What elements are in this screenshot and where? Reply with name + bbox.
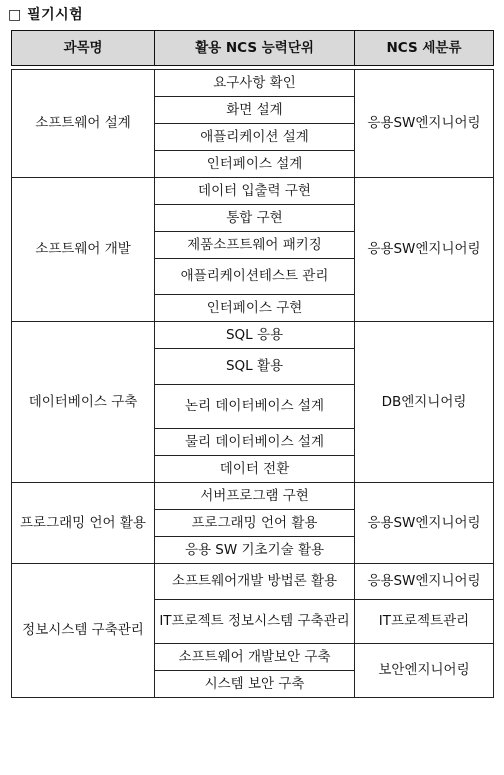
class-cell: IT프로젝트관리 bbox=[355, 600, 494, 644]
unit-cell: 데이터 입출력 구현 bbox=[155, 178, 355, 205]
class-cell: 응용SW엔지니어링 bbox=[355, 178, 494, 322]
unit-cell: 인터페이스 설계 bbox=[155, 151, 355, 178]
table-row bbox=[12, 483, 494, 510]
unit-cell: 소프트웨어 개발보안 구축 bbox=[155, 644, 355, 671]
unit-cell: 시스템 보안 구축 bbox=[155, 671, 355, 698]
subject-cell: 프로그래밍 언어 활용 bbox=[12, 483, 155, 564]
table-row bbox=[12, 564, 494, 600]
unit-cell: 응용 SW 기초기술 활용 bbox=[155, 537, 355, 564]
table-row bbox=[12, 178, 494, 205]
class-cell: DB엔지니어링 bbox=[355, 322, 494, 483]
unit-cell: SQL 응용 bbox=[155, 322, 355, 349]
unit-cell: 프로그래밍 언어 활용 bbox=[155, 510, 355, 537]
unit-cell: 서버프로그램 구현 bbox=[155, 483, 355, 510]
table-row bbox=[12, 322, 494, 349]
class-cell: 응용SW엔지니어링 bbox=[355, 564, 494, 600]
unit-cell: 인터페이스 구현 bbox=[155, 295, 355, 322]
subject-cell: 정보시스템 구축관리 bbox=[12, 564, 155, 698]
unit-cell: 데이터 전환 bbox=[155, 456, 355, 483]
unit-cell: 통합 구현 bbox=[155, 205, 355, 232]
header-row bbox=[12, 31, 494, 66]
table-row bbox=[12, 70, 494, 97]
header-ncs-class: NCS 세분류 bbox=[355, 31, 494, 66]
unit-cell: 요구사항 확인 bbox=[155, 70, 355, 97]
ncs-table bbox=[11, 30, 494, 698]
header-subject: 과목명 bbox=[12, 31, 155, 66]
unit-cell: 논리 데이터베이스 설계 bbox=[155, 385, 355, 429]
header-ncs-unit: 활용 NCS 능력단위 bbox=[155, 31, 355, 66]
unit-cell: IT프로젝트 정보시스템 구축관리 bbox=[155, 600, 355, 644]
subject-cell: 소프트웨어 개발 bbox=[12, 178, 155, 322]
subject-cell: 데이터베이스 구축 bbox=[12, 322, 155, 483]
section-title: □ 필기시험 bbox=[8, 7, 84, 23]
unit-cell: 화면 설계 bbox=[155, 97, 355, 124]
unit-cell: 애플리케이션 설계 bbox=[155, 124, 355, 151]
class-cell: 응용SW엔지니어링 bbox=[355, 483, 494, 564]
class-cell: 응용SW엔지니어링 bbox=[355, 70, 494, 178]
class-cell: 보안엔지니어링 bbox=[355, 644, 494, 698]
unit-cell: 제품소프트웨어 패키징 bbox=[155, 232, 355, 259]
unit-cell: 소프트웨어개발 방법론 활용 bbox=[155, 564, 355, 600]
unit-cell: 애플리케이션테스트 관리 bbox=[155, 259, 355, 295]
unit-cell: 물리 데이터베이스 설계 bbox=[155, 429, 355, 456]
subject-cell: 소프트웨어 설계 bbox=[12, 70, 155, 178]
unit-cell: SQL 활용 bbox=[155, 349, 355, 385]
